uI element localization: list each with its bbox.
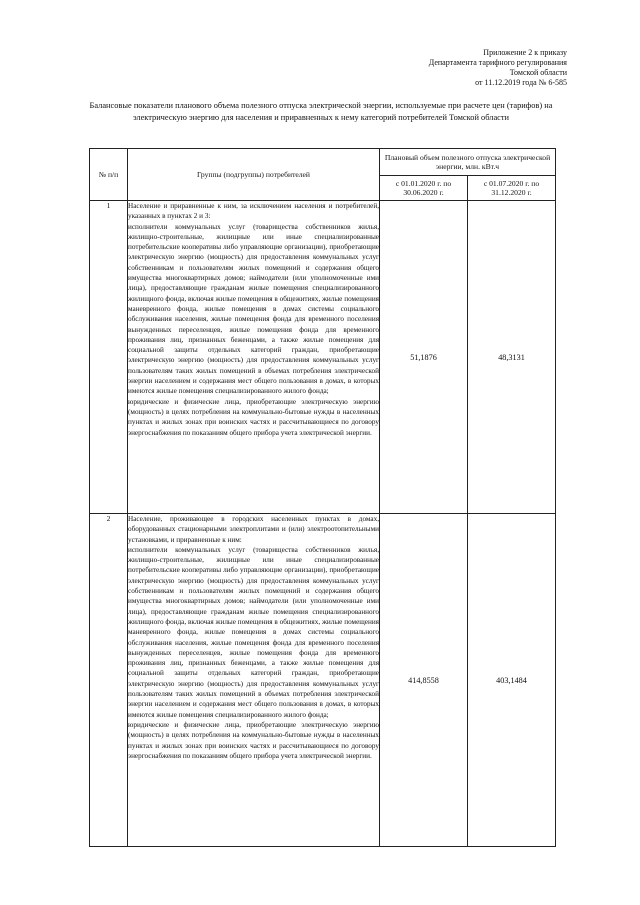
balance-table <box>89 148 556 847</box>
description-paragraph: Население и приравненные к ним, за исключением населения и потребителей, указанных в пунктах 2 и 3: <box>128 202 379 221</box>
appendix-header <box>429 48 567 88</box>
value-period-2: 48,3131 <box>468 201 556 514</box>
row-description <box>128 201 380 514</box>
appendix-line-2: Департамента тарифного регулирования <box>428 58 567 67</box>
document-title: Балансовые показатели планового объема полезного отпуска электрической энергии, используемые при расчете цен (тарифов) на электрическую энергию для населения и приравненных к нему категорий потребителей Томской области <box>89 101 553 122</box>
appendix-line-4: от 11.12.2019 года № 6-585 <box>475 78 567 87</box>
header-period-2: с 01.07.2020 г. по 31.12.2020 г. <box>468 176 556 201</box>
row-description <box>128 514 380 847</box>
table-row <box>90 201 556 514</box>
value-period-2: 403,1484 <box>468 514 556 847</box>
row-number: 2 <box>90 514 128 847</box>
header-consumer-group: Группы (подгруппы) потребителей <box>128 149 380 201</box>
description-paragraph: юридические и физические лица, приобретающие электрическую энергию (мощность) в целях потребления на коммунально-бытовые нужды в населенных пунктах и жилых зонах при воинских частях и рассчитывающиеся по договору энергоснабжения по показаниям общего прибора учета электрической энергии. <box>128 720 379 760</box>
header-number: № п/п <box>90 149 128 201</box>
description-paragraph: Население, проживающее в городских населенных пунктах в домах, оборудованных стационарными электроплитами и (или) электроотопительными установками, и приравненные к ним: <box>128 515 379 544</box>
value-period-1: 414,8558 <box>380 514 468 847</box>
description-paragraph: исполнители коммунальных услуг (товарищества собственников жилья, жилищно-строительные, жилищные или иные специализированные потребительские кооперативы либо управляющие организации), приобретающие электрическую энергию (мощность) для предоставления коммунальных услуг собственникам и пользователям жилых помещений и содержания общего имущества многоквартирных домов; наймодатели (или уполномоченные ими лица), предоставляющие гражданам жилые помещения специализированного жилищного фонда, включая жилые помещения в общежитиях, жилые помещения маневренного фонда, жилые помещения в домах системы социального обслуживания населения, жилые помещения фонда для временного поселения вынужденных переселенцев, жилые помещения фонда для временного проживания лиц, признанных беженцами, а также жилые помещения для социальной защиты отдельных категорий граждан, приобретающие электрическую энергию (мощность) для предоставления коммунальных услуг пользователям таких жилых помещений в объемах потребления электрической энергии населением и содержания мест общего пользования в домах, в которых имеются жилые помещения специализированного жилого фонда; <box>128 545 379 719</box>
row-number: 1 <box>90 201 128 514</box>
appendix-line-1: Приложение 2 к приказу <box>483 48 567 57</box>
table-row <box>90 514 556 847</box>
description-paragraph: юридические и физические лица, приобретающие электрическую энергию (мощность) в целях потребления на коммунально-бытовые нужды в населенных пунктах и жилых зонах при воинских частях и рассчитывающиеся по договору энергоснабжения по показаниям общего прибора учета электрической энергии. <box>128 397 379 437</box>
appendix-line-3: Томской области <box>509 68 567 77</box>
header-planned-volume: Плановый объем полезного отпуска электрической энергии, млн. кВт.ч <box>380 149 556 176</box>
header-period-1: с 01.01.2020 г. по 30.06.2020 г. <box>380 176 468 201</box>
description-paragraph: исполнители коммунальных услуг (товарищества собственников жилья, жилищно-строительные, жилищные или иные специализированные потребительские кооперативы либо управляющие организации), приобретающие электрическую энергию (мощность) для предоставления коммунальных услуг собственникам и пользователям жилых помещений и содержания общего имущества многоквартирных домов; наймодатели (или уполномоченные ими лица), предоставляющие гражданам жилые помещения специализированного жилищного фонда, включая жилые помещения в общежитиях, жилые помещения маневренного фонда, жилые помещения в домах системы социального обслуживания населения, жилые помещения фонда для временного поселения вынужденных переселенцев, жилые помещения фонда для временного проживания лиц, признанных беженцами, а также жилые помещения для социальной защиты отдельных категорий граждан, приобретающие электрическую энергию (мощность) для предоставления коммунальных услуг пользователям таких жилых помещений в объемах потребления электрической энергии населением и содержания мест общего пользования в домах, в которых имеются жилые помещения специализированного жилого фонда; <box>128 222 379 396</box>
value-period-1: 51,1876 <box>380 201 468 514</box>
